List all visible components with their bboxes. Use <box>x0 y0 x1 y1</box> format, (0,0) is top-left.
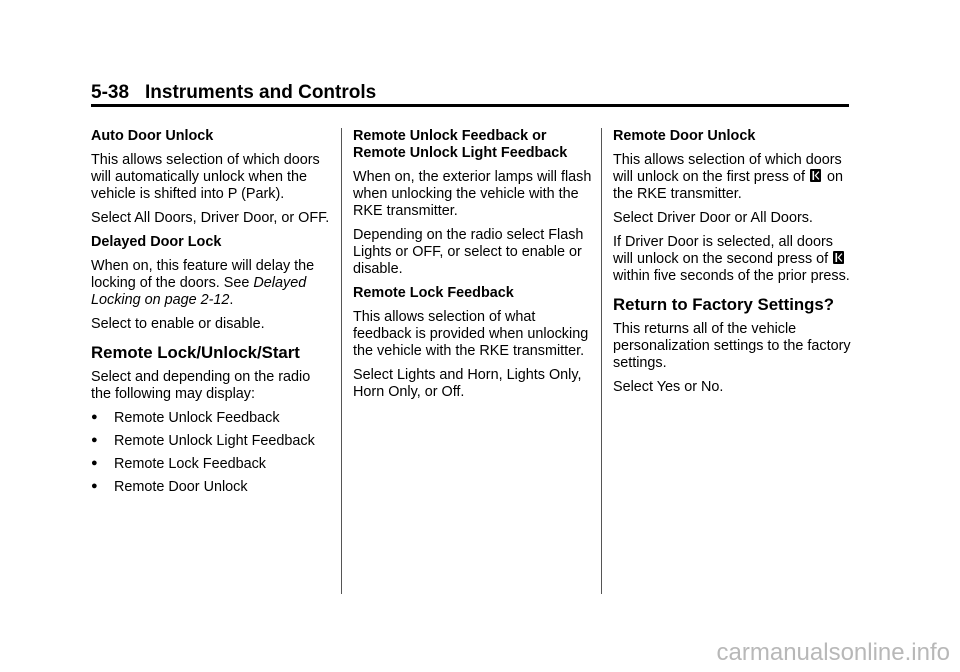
column-divider-1 <box>341 128 342 594</box>
unlock-key-icon <box>810 169 821 182</box>
watermark: carmanualsonline.info <box>716 639 950 666</box>
unlock-key-icon <box>833 251 844 264</box>
driver-door-text <box>613 234 853 285</box>
page-header <box>91 82 376 104</box>
list-item-label: Remote Unlock Light Feedback <box>114 433 315 449</box>
bullet-dot: ● <box>91 457 98 469</box>
bullet-dot: ● <box>91 411 98 423</box>
remote-options-list <box>91 410 331 496</box>
factory-settings-text: This returns all of the vehicle personalization settings to the factory settings. <box>613 321 851 371</box>
list-item-label: Remote Door Unlock <box>114 479 248 495</box>
list-item <box>91 479 331 496</box>
door-unlock-text-pre: This allows selection of which doors will unlock on the first press of <box>613 152 842 185</box>
delayed-door-lock-heading: Delayed Door Lock <box>91 234 222 250</box>
remote-unlock-feedback-select: Depending on the radio select Flash Lights or OFF, or select to enable or disable. <box>353 227 584 277</box>
factory-settings-select: Select Yes or No. <box>613 379 724 395</box>
driver-door-text-post: within five seconds of the prior press. <box>613 268 850 284</box>
remote-lock-feedback-text: This allows selection of what feedback is provided when unlocking the vehicle with the RKE transmitter. <box>353 309 589 359</box>
header-rule <box>91 104 849 107</box>
remote-lock-unlock-start-heading: Remote Lock/Unlock/Start <box>91 343 300 362</box>
list-item <box>91 410 331 427</box>
delayed-lock-text-post: . <box>229 292 234 308</box>
bullet-dot: ● <box>91 480 98 492</box>
door-unlock-text-post: on the RKE transmitter. <box>613 169 843 202</box>
bullet-dot: ● <box>91 434 98 446</box>
remote-door-unlock-select: Select Driver Door or All Doors. <box>613 210 813 226</box>
auto-door-unlock-select: Select All Doors, Driver Door, or OFF. <box>91 210 330 226</box>
remote-lock-feedback-heading: Remote Lock Feedback <box>353 285 514 301</box>
remote-unlock-feedback-text: When on, the exterior lamps will flash when unlocking the vehicle with the RKE transmitter. <box>353 169 592 219</box>
list-item <box>91 456 331 473</box>
column-divider-2 <box>601 128 602 594</box>
remote-lock-feedback-select: Select Lights and Horn, Lights Only, Horn Only, or Off. <box>353 367 582 400</box>
list-item-label: Remote Lock Feedback <box>114 456 266 472</box>
driver-door-text-pre: If Driver Door is selected, all doors will unlock on the second press of <box>613 234 833 267</box>
column-2 <box>353 128 593 408</box>
list-item-label: Remote Unlock Feedback <box>114 410 280 426</box>
page-number: 5-38 <box>91 82 130 103</box>
delayed-door-lock-text <box>91 258 331 309</box>
remote-door-unlock-text <box>613 152 853 203</box>
delayed-lock-text-pre: When on, this feature will delay the locking of the doors. See <box>91 258 315 291</box>
section-title: Instruments and Controls <box>145 82 377 103</box>
remote-door-unlock-heading: Remote Door Unlock <box>613 128 756 144</box>
delayed-locking-link[interactable]: Delayed Locking on page 2-12 <box>91 275 307 308</box>
auto-door-unlock-heading: Auto Door Unlock <box>91 128 214 144</box>
remote-unlock-feedback-heading: Remote Unlock Feedback or Remote Unlock Light Feedback <box>353 128 568 161</box>
column-3 <box>613 128 853 403</box>
auto-door-unlock-text: This allows selection of which doors will automatically unlock when the vehicle is shifted into P (Park). <box>91 152 320 202</box>
column-1 <box>91 128 331 502</box>
return-to-factory-settings-heading: Return to Factory Settings? <box>613 295 834 314</box>
remote-section-text: Select and depending on the radio the following may display: <box>91 369 311 402</box>
delayed-door-lock-select: Select to enable or disable. <box>91 316 265 332</box>
list-item <box>91 433 331 450</box>
